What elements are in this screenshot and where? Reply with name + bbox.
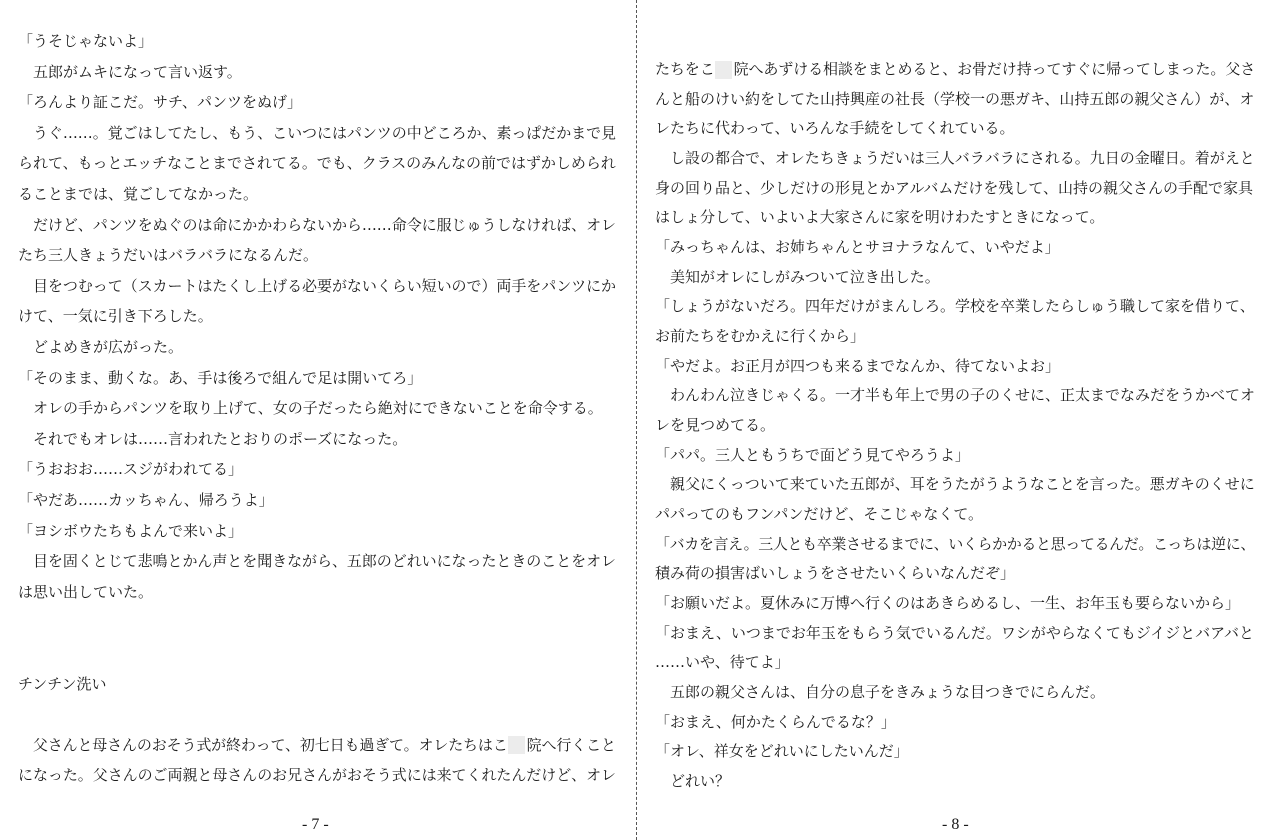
line-text: 「ろんより証こだ。サチ、パンツをぬげ」 — [18, 93, 302, 112]
line-text: 「おまえ、何かたくらんでるな？」 — [655, 712, 896, 731]
line-text: 目をつむって（スカートはたくし上げる必要がないくらい短いので）両手をパンツにか — [18, 276, 617, 295]
line-text: どよめきが広がった。 — [18, 338, 184, 356]
line-text: 「みっちゃんは、お姉ちゃんとサヨナラなんて、いやだよ」 — [655, 238, 1060, 257]
line-text: 親父にくっついて来ていた五郎が、耳をうたがうようなことを言った。悪ガキのくせに — [655, 475, 1255, 494]
line-text: たち三人きょうだいはバラバラになるんだ。 — [18, 246, 319, 265]
line-text: 五郎の親父さんは、自分の息子をきみょうな目つきでにらんだ。 — [655, 683, 1106, 702]
text-line — [655, 59, 1255, 79]
line-text: ……いや、待てよ」 — [655, 653, 790, 672]
text-line — [655, 89, 1254, 109]
text-line — [18, 735, 616, 755]
text-line — [655, 385, 1255, 405]
line-text: わんわん泣きじゃくる。一才半も年上で男の子のくせに、正太までなみだをうかべてオ — [655, 386, 1256, 405]
line-text: 美知がオレにしがみついて泣き出した。 — [655, 267, 940, 286]
text-line — [18, 153, 616, 173]
line-text: レたちに代わって、いろんな手続をしてくれている。 — [655, 119, 1015, 138]
text-segment: 父さんと母さんのおそう式が終わって、初七日も過ぎて。オレたちはこ — [18, 735, 508, 754]
text-line — [18, 521, 243, 541]
line-text: どれい？ — [655, 772, 731, 791]
text-line — [18, 398, 603, 418]
text-line — [655, 771, 730, 791]
line-text: 「パパ。三人ともうちで面どう見てやろうよ」 — [655, 445, 970, 464]
text-line — [18, 337, 183, 357]
text-line — [655, 682, 1105, 702]
text-line — [655, 237, 1060, 257]
text-line — [655, 178, 1253, 198]
line-text: けて、一気に引き下ろした。 — [18, 307, 213, 326]
line-text: ることまでは、覚ごしてなかった。 — [18, 185, 259, 203]
line-text: 「そのまま、動くな。あ、手は後ろで組んで足は開いてろ」 — [18, 368, 423, 387]
line-text: 「やだよ。お正月が四つも来るまでなんか、待てないよお」 — [655, 356, 1061, 375]
line-text: 「おまえ、いつまでお年玉をもらう気でいるんだ。ワシがやらなくてもジイジとバアバと — [655, 623, 1254, 642]
page-number: - 7 - — [302, 816, 329, 833]
text-line — [18, 92, 302, 112]
line-text: し設の都合で、オレたちきょうだいは三人バラバラにされる。九日の金曜日。着がえと — [655, 149, 1255, 167]
line-text: 「ヨシボウたちもよんで来いよ」 — [18, 521, 244, 540]
text-line — [18, 245, 318, 265]
text-line — [18, 215, 616, 235]
line-text: うぐ……。覚ごはしてたし、もう、こいつにはパンツの中どころか、素っぱだかまで見 — [18, 123, 617, 142]
line-text: 目を固くとじて悲鳴とかん声とを聞きながら、五郎のどれいになったときのことをオレ — [18, 552, 617, 571]
line-text: は思い出していた。 — [18, 582, 154, 601]
line-text: お前たちをむかえに行くから」 — [655, 327, 866, 346]
text-line — [18, 368, 422, 388]
line-text: 「オレ、祥女をどれいにしたいんだ」 — [655, 742, 909, 761]
text-line — [655, 593, 1240, 613]
text-line — [18, 429, 407, 449]
page-divider — [636, 0, 637, 840]
text-line — [655, 267, 940, 287]
line-text: んと船のけい約をしてた山持興産の社長（学校一の悪ガキ、山持五郎の親父さん）が、オ — [655, 89, 1255, 108]
line-text: だけど、パンツをぬぐのは命にかかわらないから……命令に服じゅうしなければ、オレ — [18, 215, 617, 234]
text-segment: たちをこ — [655, 60, 715, 78]
redaction-box — [715, 61, 732, 79]
text-line — [655, 356, 1060, 376]
line-text: 「うおおお……スジがわれてる」 — [18, 460, 244, 479]
text-line — [18, 459, 243, 479]
line-text: 積み荷の損害ばいしょうをさせたいくらいなんだぞ」 — [655, 564, 1016, 583]
line-text: チンチン洗い — [18, 674, 107, 693]
page-right — [640, 0, 1272, 840]
page-left — [0, 0, 630, 840]
text-line — [655, 712, 896, 732]
redaction-box — [508, 736, 525, 754]
text-line — [655, 504, 983, 524]
line-text: になった。父さんのご両親と母さんのお兄さんがおそう式には来てくれたんだけど、オレ — [18, 766, 617, 785]
text-line — [655, 326, 865, 346]
line-text: 「しょうがないだろ。四年だけがまんしろ。学校を卒業したらしゅう職して家を借りて、 — [655, 297, 1255, 316]
text-line — [655, 534, 1255, 554]
text-segment: 院へあずける相談をまとめると、お骨だけ持ってすぐに帰ってしまった。父さ — [733, 60, 1256, 78]
text-line — [655, 623, 1254, 643]
line-text: られて、もっとエッチなことまでされてる。でも、クラスのみんなの前ではずかしめられ — [18, 154, 616, 173]
line-text: 「やだあ……カッちゃん、帰ろうよ」 — [18, 491, 274, 509]
text-line — [655, 474, 1255, 494]
text-line — [655, 652, 790, 672]
text-line — [655, 118, 1015, 138]
text-line — [18, 31, 153, 51]
text-line — [655, 741, 909, 761]
text-line — [18, 306, 213, 326]
line-text: 五郎がムキになって言い返す。 — [18, 62, 242, 81]
text-line — [18, 674, 107, 694]
text-line — [18, 582, 153, 602]
text-line — [18, 490, 274, 510]
text-line — [655, 445, 970, 465]
text-line — [655, 207, 1104, 227]
text-line — [655, 296, 1255, 316]
text-line — [655, 415, 775, 435]
text-line — [18, 62, 242, 82]
line-text: 「バカを言え。三人とも卒業させるまでに、いくらかかると思ってるんだ。こっちは逆に、 — [655, 534, 1256, 553]
line-text: 身の回り品と、少しだけの形見とかアルバムだけを残して、山持の親父さんの手配で家具 — [655, 178, 1254, 197]
text-line — [18, 123, 616, 143]
text-line — [18, 184, 258, 204]
text-line — [18, 765, 616, 785]
line-text: オレの手からパンツを取り上げて、女の子だったら絶対にできないことを命令する。 — [18, 399, 603, 418]
page-number: - 8 - — [942, 816, 969, 833]
text-line — [655, 563, 1015, 583]
line-text: 「お願いだよ。夏休みに万博へ行くのはあきらめるし、一生、お年玉も要らないから」 — [655, 594, 1241, 613]
text-segment: 院へ行くこと — [526, 735, 616, 754]
text-line — [655, 148, 1255, 168]
text-line — [18, 551, 616, 571]
line-text: それでもオレは……言われたとおりのポーズになった。 — [18, 429, 408, 448]
line-text: レを見つめてる。 — [655, 416, 776, 435]
line-text: はしょ分して、いよいよ大家さんに家を明けわたすときになって。 — [655, 208, 1105, 227]
text-line — [18, 276, 616, 296]
line-text: パパってのもフンパンだけど、そこじゃなくて。 — [655, 505, 984, 524]
line-text: 「うそじゃないよ」 — [18, 32, 154, 50]
